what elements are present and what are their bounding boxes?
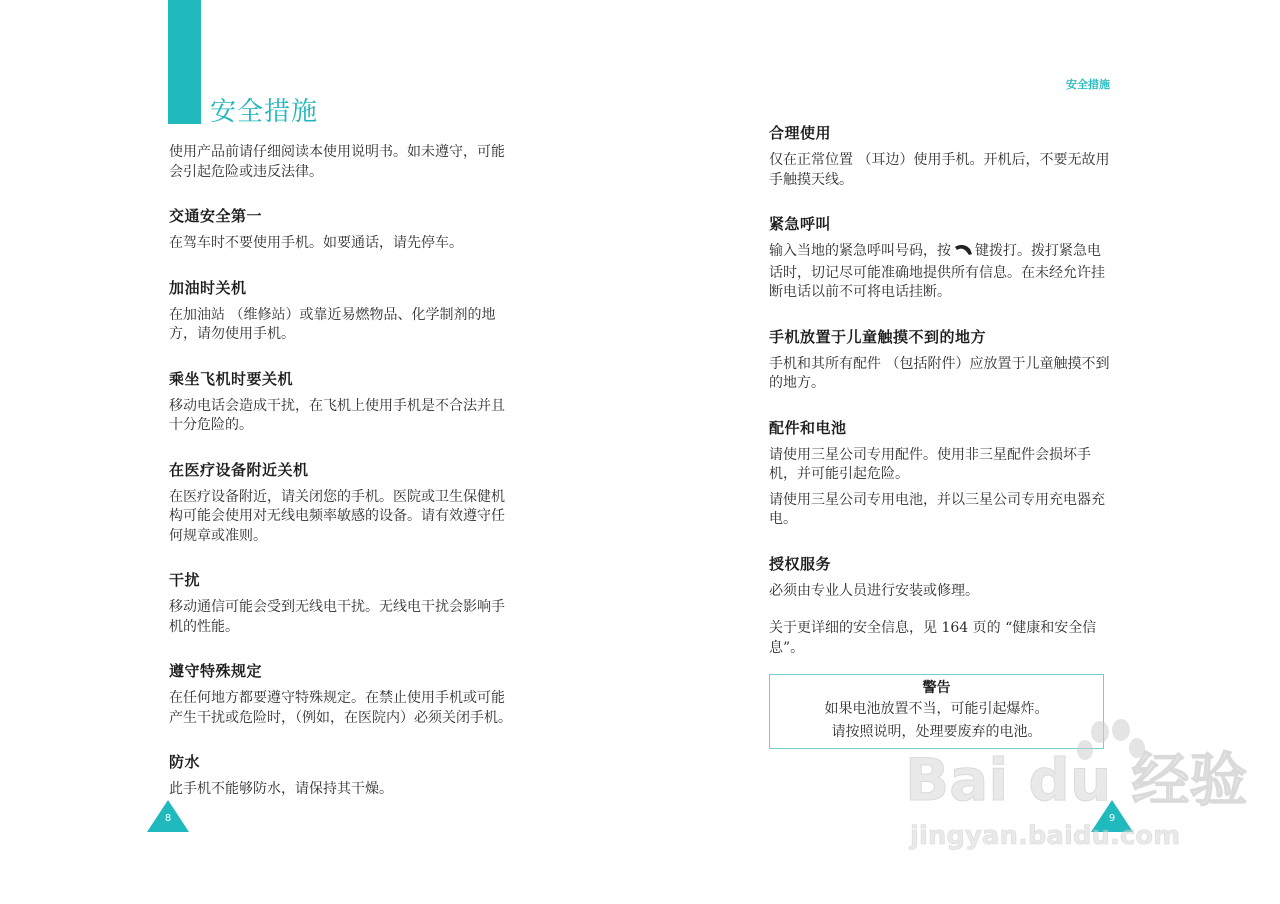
section-body: 在医疗设备附近，请关闭您的手机。医院或卫生保健机构可能会使用对无线电频率敏感的设备。请有效遵守任何规章或准则。 — [169, 488, 505, 544]
section-medical — [169, 460, 514, 547]
section-body: 移动电话会造成干扰，在飞机上使用手机是不合法并且十分危险的。 — [169, 397, 505, 433]
phone-end-icon — [953, 243, 973, 264]
warning-line: 如果电池放置不当，可能引起爆炸。 — [824, 701, 1049, 717]
section-heading: 手机放置于儿童触摸不到的地方 — [769, 327, 987, 346]
section-children — [769, 327, 1114, 394]
section-body: 手机和其所有配件 （包括附件）应放置于儿童触摸不到的地方。 — [769, 355, 1110, 391]
section-body: 在任何地方都要遵守特殊规定。在禁止使用手机或可能产生干扰或危险时，（例如，在医院内）必须关闭手机。 — [169, 690, 512, 726]
watermark-url: jingyan.baidu.com — [910, 821, 1181, 851]
body-before-icon: 输入当地的紧急呼叫号码，按 — [769, 243, 951, 259]
section-heading: 交通安全第一 — [169, 207, 263, 225]
warning-title: 警告 — [922, 680, 951, 696]
section-body: 移动通信可能会受到无线电干扰。无线电干扰会影响手机的性能。 — [169, 599, 505, 635]
section-heading: 合理使用 — [769, 124, 832, 142]
section-body: 必须由专业人员进行安装或修理。 — [769, 582, 979, 599]
section-heading: 配件和电池 — [769, 418, 847, 437]
section-body: 在驾车时不要使用手机。如要通话，请先停车。 — [169, 235, 463, 251]
section-body: 请使用三星公司专用配件。使用非三星配件会损坏手机，并可能引起危险。 — [769, 446, 1091, 482]
section-emergency-call — [769, 214, 1114, 303]
section-authorized-service — [769, 554, 1114, 602]
section-proper-use — [769, 123, 1114, 190]
intro-text: 使用产品前请仔细阅读本使用说明书。如未遵守，可能会引起危险或违反法律。 — [169, 144, 505, 180]
left-content — [169, 143, 514, 800]
section-traffic-safety — [169, 206, 514, 254]
section-heading: 紧急呼叫 — [769, 215, 832, 233]
section-heading: 加油时关机 — [169, 278, 247, 297]
section-aircraft — [169, 369, 514, 436]
title-accent-bar — [168, 0, 201, 124]
section-accessories-battery — [769, 418, 1114, 530]
page-number: 9 — [1108, 813, 1116, 824]
body-after-icon: 键拨打。拨打紧急电话时，切记尽可能准确地提供所有信息。在未经允许挂断电话以前不可将电话挂断。 — [769, 243, 1105, 300]
right-content — [769, 123, 1114, 749]
section-heading: 授权服务 — [769, 554, 832, 573]
section-interference — [169, 570, 514, 637]
section-refueling — [169, 278, 514, 345]
section-body-2: 请使用三星公司专用电池，并以三星公司专用充电器充电。 — [769, 491, 1105, 527]
more-info-text: 关于更详细的安全信息，见 164 页的 “健康和安全信息”。 — [769, 620, 1097, 656]
watermark-brand: Bai du 经验 — [905, 746, 1248, 814]
section-heading: 在医疗设备附近关机 — [169, 460, 309, 479]
page-number: 8 — [164, 813, 172, 824]
section-heading: 乘坐飞机时要关机 — [169, 369, 294, 388]
section-heading: 干扰 — [169, 571, 201, 589]
page-title: 安全措施 — [210, 97, 319, 127]
section-body: 此手机不能够防水，请保持其干燥。 — [169, 781, 393, 797]
section-body — [769, 242, 1114, 303]
warning-line: 请按照说明，处理要废弃的电池。 — [831, 724, 1042, 740]
section-special-rules — [169, 661, 514, 728]
section-body: 仅在正常位置 （耳边）使用手机。开机后，不要无故用手触摸天线。 — [769, 152, 1110, 188]
section-heading: 遵守特殊规定 — [169, 662, 263, 680]
section-waterproof — [169, 752, 514, 800]
running-header: 安全措施 — [1066, 78, 1110, 91]
section-heading: 防水 — [169, 753, 201, 771]
baidu-jingyan-watermark — [905, 722, 1248, 862]
section-body: 在加油站 （维修站）或靠近易燃物品、化学制剂的地方，请勿使用手机。 — [169, 306, 496, 342]
